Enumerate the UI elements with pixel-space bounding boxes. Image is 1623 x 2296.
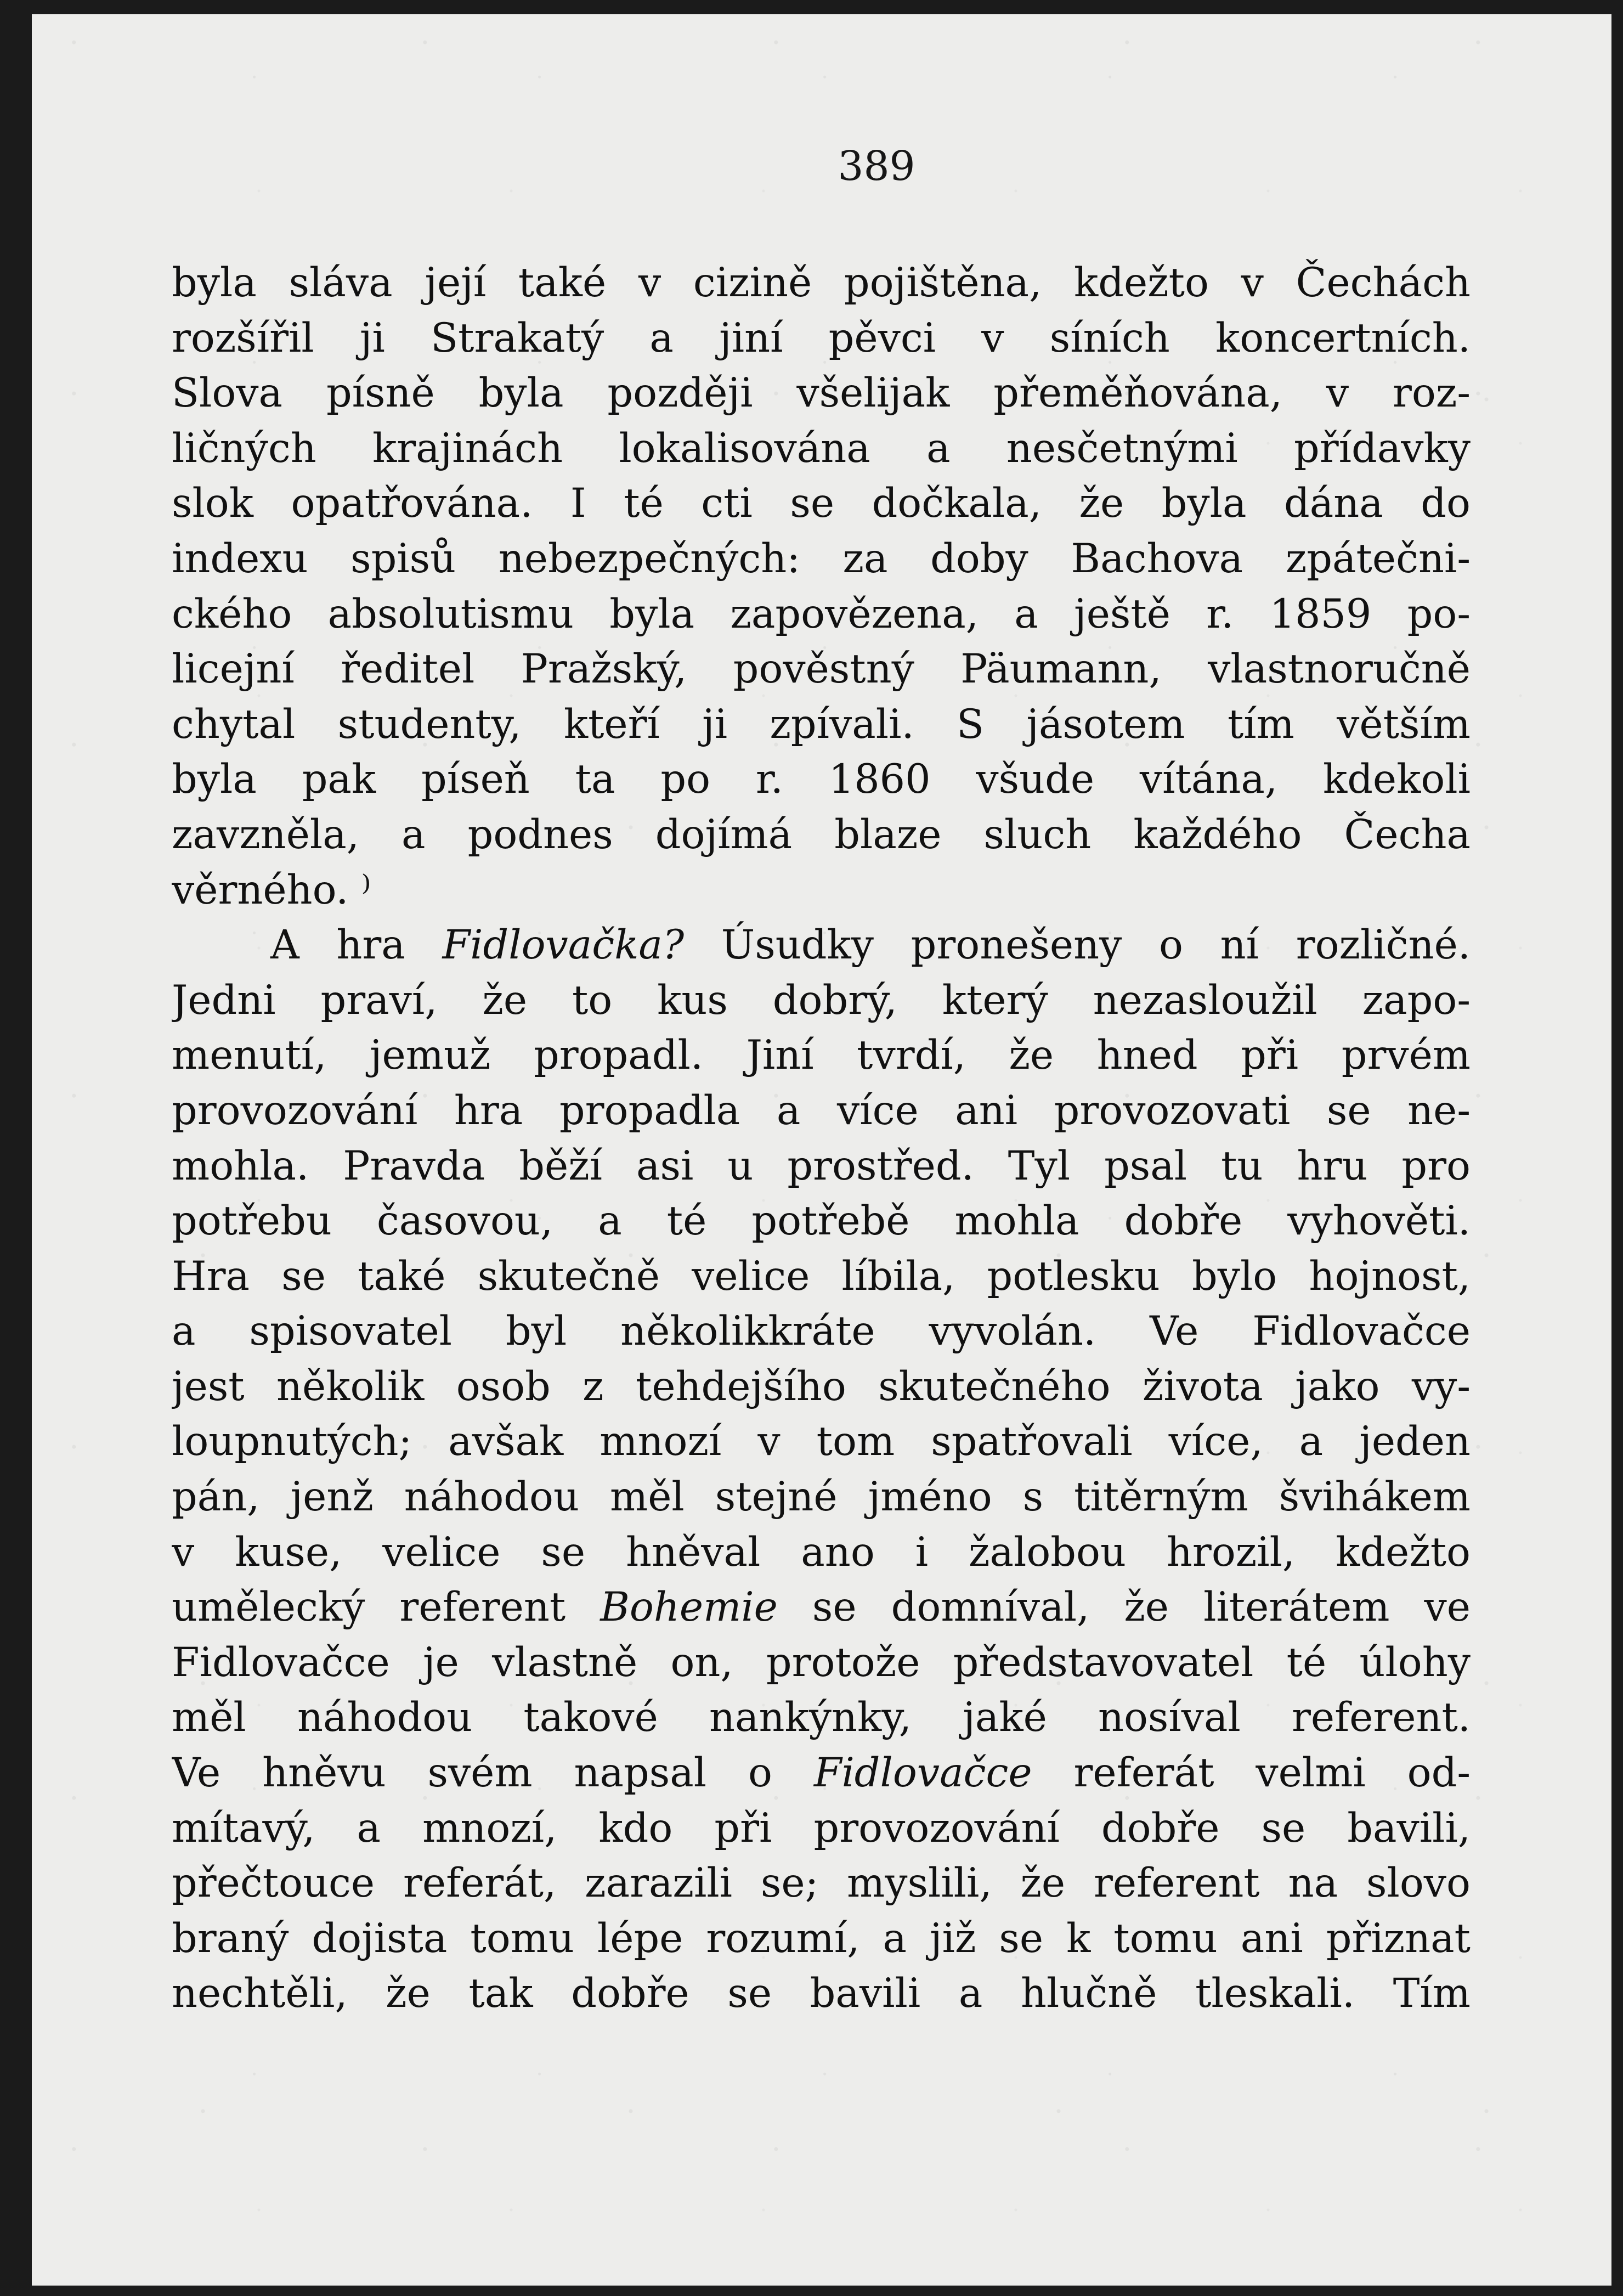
text-segment: se domníval, že literátem ve bbox=[777, 1584, 1471, 1631]
text-segment: provozování hra propadla a více ani provozovati se ne- bbox=[172, 1087, 1471, 1134]
text-line bbox=[172, 532, 1471, 587]
text-line bbox=[172, 642, 1471, 697]
text-line bbox=[172, 1746, 1471, 1801]
text-segment: mítavý, a mnozí, kdo při provozování dobře se bavili, bbox=[172, 1804, 1471, 1852]
text-line bbox=[172, 808, 1471, 863]
body-text bbox=[172, 256, 1471, 2022]
text-segment: umělecký referent bbox=[172, 1584, 601, 1631]
text-line bbox=[172, 973, 1471, 1029]
text-line bbox=[172, 1635, 1471, 1691]
text-segment: byla sláva její také v cizině pojištěna, kdežto v Čechách bbox=[172, 260, 1471, 306]
text-segment: nechtěli, že tak dobře se bavili a hlučně tleskali. Tím bbox=[172, 1970, 1471, 2017]
text-line bbox=[172, 1194, 1471, 1249]
text-segment: Fidlovačce je vlastně on, protože představovatel té úlohy bbox=[172, 1639, 1471, 1686]
italic-title: Fidlovačka? bbox=[442, 922, 685, 969]
text-line bbox=[172, 1856, 1471, 1911]
text-line bbox=[172, 752, 1471, 808]
italic-title: Bohemie bbox=[600, 1584, 778, 1631]
text-segment: věrného. ⁾ bbox=[172, 866, 371, 913]
text-segment: v kuse, velice se hněval ano i žalobou hrozil, kdežto bbox=[172, 1528, 1471, 1576]
text-line bbox=[172, 256, 1471, 311]
text-line bbox=[172, 1966, 1471, 2022]
text-segment: byla pak píseň ta po r. 1860 všude vítána, kdekoli bbox=[172, 756, 1471, 803]
text-segment: ckého absolutismu byla zapovězena, a ještě r. 1859 po- bbox=[172, 590, 1471, 638]
text-segment: A hra bbox=[270, 922, 443, 969]
text-line-paragraph-start bbox=[172, 918, 1471, 973]
text-line bbox=[172, 476, 1471, 532]
text-segment: měl náhodou takové nankýnky, jaké nosíval referent. bbox=[172, 1694, 1471, 1741]
text-line bbox=[172, 311, 1471, 366]
text-line bbox=[172, 1470, 1471, 1525]
text-segment: ličných krajinách lokalisována a nesčetnými přídavky bbox=[172, 425, 1471, 472]
text-line bbox=[172, 421, 1471, 477]
text-segment: Ve hněvu svém napsal o bbox=[172, 1750, 814, 1797]
text-segment: slok opatřována. I té cti se dočkala, že byla dána do bbox=[172, 480, 1471, 527]
text-segment: Úsudky pronešeny o ní rozličné. bbox=[684, 922, 1471, 969]
text-segment: loupnutých; avšak mnozí v tom spatřovali více, a jeden bbox=[172, 1418, 1471, 1465]
text-segment: zavzněla, a podnes dojímá blaze sluch každého Čecha bbox=[172, 811, 1471, 858]
text-segment: potřebu časovou, a té potřebě mohla dobře vyhověti. bbox=[172, 1198, 1471, 1245]
text-segment: menutí, jemuž propadl. Jiní tvrdí, že hned při prvém bbox=[172, 1032, 1471, 1079]
text-line bbox=[172, 1304, 1471, 1359]
text-segment: licejní ředitel Pražský, pověstný Päumann, vlastnoručně bbox=[172, 646, 1471, 693]
text-segment: referát velmi od- bbox=[1032, 1750, 1471, 1797]
text-line bbox=[172, 1801, 1471, 1857]
page-number: 389 bbox=[838, 143, 915, 190]
text-line bbox=[172, 1690, 1471, 1746]
text-segment: indexu spisů nebezpečných: za doby Bachova zpátečni- bbox=[172, 535, 1471, 582]
text-segment: rozšířil ji Strakatý a jiní pěvci v síních koncertních. bbox=[172, 314, 1471, 362]
text-segment: Hra se také skutečně velice líbila, potlesku bylo hojnost, bbox=[172, 1253, 1471, 1300]
text-segment: a spisovatel byl několikkráte vyvolán. Ve Fidlovačce bbox=[172, 1308, 1471, 1355]
italic-title: Fidlovačce bbox=[813, 1750, 1032, 1797]
text-segment: Jedni praví, že to kus dobrý, který nezasloužil zapo- bbox=[172, 977, 1471, 1024]
text-segment: chytal studenty, kteří ji zpívali. S jásotem tím větším bbox=[172, 701, 1471, 748]
text-segment: jest několik osob z tehdejšího skutečného života jako vy- bbox=[172, 1363, 1471, 1410]
text-line bbox=[172, 1028, 1471, 1084]
text-segment: braný dojista tomu lépe rozumí, a již se k tomu ani přiznat bbox=[172, 1915, 1471, 1962]
text-line bbox=[172, 1414, 1471, 1470]
scanned-book-page bbox=[32, 14, 1611, 2286]
text-line-paragraph-end bbox=[172, 863, 1471, 918]
text-segment: mohla. Pravda běží asi u prostřed. Tyl psal tu hru pro bbox=[172, 1142, 1471, 1189]
text-line bbox=[172, 1911, 1471, 1967]
text-segment: pán, jenž náhodou měl stejné jméno s titěrným švihákem bbox=[172, 1474, 1471, 1521]
text-segment: Slova písně byla později všelijak přeměňována, v roz- bbox=[172, 370, 1471, 417]
text-line bbox=[172, 1249, 1471, 1305]
text-segment: přečtouce referát, zarazili se; myslili, že referent na slovo bbox=[172, 1860, 1471, 1907]
text-line bbox=[172, 1580, 1471, 1635]
text-line bbox=[172, 587, 1471, 642]
text-line bbox=[172, 697, 1471, 753]
text-line bbox=[172, 1084, 1471, 1139]
text-line bbox=[172, 1525, 1471, 1581]
text-line bbox=[172, 1139, 1471, 1194]
text-line bbox=[172, 366, 1471, 421]
text-line bbox=[172, 1359, 1471, 1415]
